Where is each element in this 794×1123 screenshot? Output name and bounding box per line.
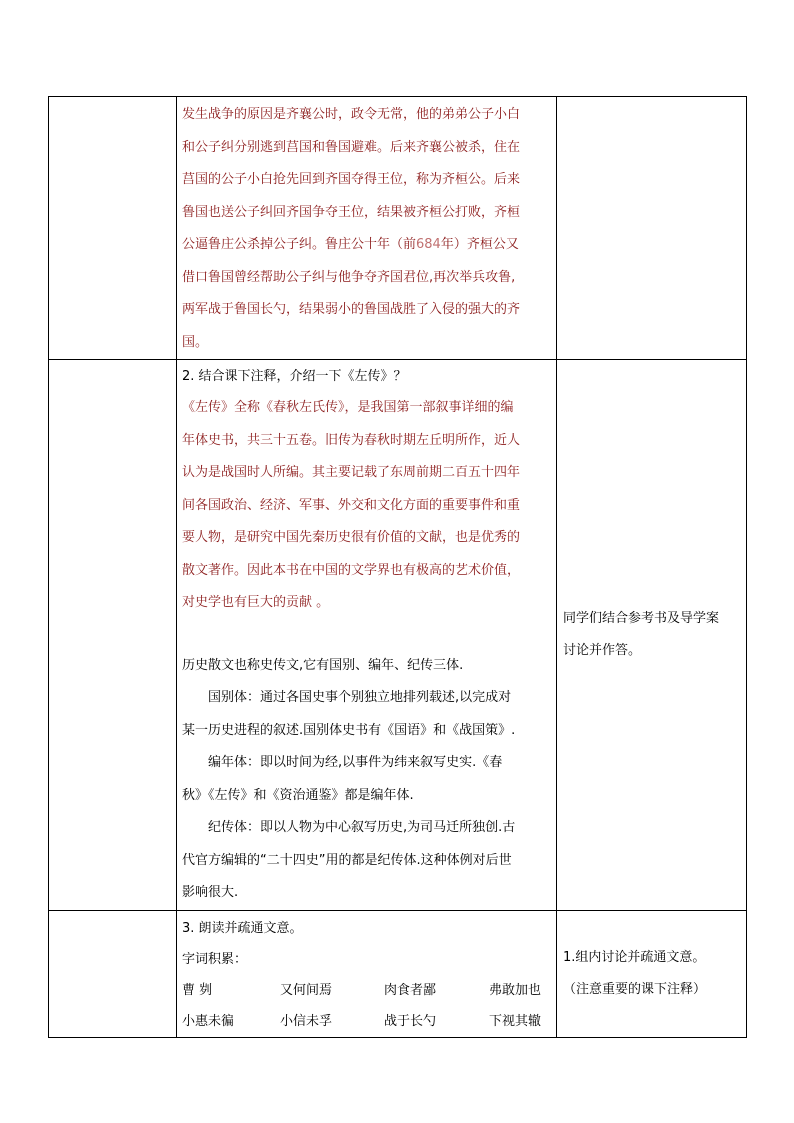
lesson-table	[48, 96, 747, 1038]
text-line: 要人物，是研究中国先秦历史很有价值的文献，也是优秀的	[182, 530, 521, 545]
vocab-item: 肉食者鄙	[384, 982, 437, 998]
text-line: 发生战争的原因是齐襄公时，政令无常，他的弟弟公子小白	[182, 107, 521, 122]
war-background-paragraph	[177, 97, 556, 359]
text-line	[182, 229, 550, 262]
vocab-item: 下视其辙	[489, 1013, 542, 1029]
content-cell	[177, 97, 557, 360]
table-row	[49, 360, 747, 911]
text-line: 认为是战国时人所编。其主要记载了东周前期二百五十四年	[182, 465, 521, 480]
biannian-line: 编年体：即以时间为经,以事件为纬来叙写史实.《春	[208, 755, 503, 770]
text-fragment: 年）齐桓公又	[440, 237, 519, 252]
text-line: 对史学也有巨大的贡献 。	[182, 595, 330, 610]
vocab-item: 小信未孚	[280, 1013, 333, 1029]
activity-text	[557, 603, 746, 667]
jizhuan-line: 影响很大.	[182, 885, 239, 900]
text-line: 和公子纠分别逃到莒国和鲁国避难。后来齐襄公被杀，住在	[182, 139, 521, 155]
vocab-item: 战于长勺	[384, 1013, 437, 1029]
empty-left-cell	[49, 97, 177, 360]
zuozhuan-intro	[182, 392, 550, 620]
guobie-line: 某一历史进程的叙述.国别体史书有《国语》和《战国策》.	[182, 722, 516, 738]
vocab-item: 又何间焉	[280, 982, 333, 998]
text-line: 《左传》全称《春秋左氏传》，是我国第一部叙事详细的编	[182, 400, 514, 415]
question-3: 3. 朗读并疏通文意。	[182, 920, 303, 936]
text-line: 国。	[182, 334, 209, 350]
vocab-label: 字词积累：	[182, 951, 248, 967]
vocab-grid	[182, 975, 550, 1037]
jizhuan-line: 纪传体：即以人物为中心叙写历史,为司马迁所独创.古	[208, 820, 516, 835]
vocab-item: 小惠未徧	[182, 1013, 235, 1029]
reading-section	[177, 911, 556, 1037]
table-row	[49, 97, 747, 360]
text-line: 讨论并作答。	[563, 642, 642, 658]
text-line: 莒国的公子小白抢先回到齐国夺得王位，称为齐桓公。后来	[182, 172, 521, 187]
text-line: 年体史书，共三十五卷。旧传为春秋时期左丘明所作，近人	[182, 432, 521, 448]
empty-left-cell	[49, 360, 177, 911]
text-line: 鲁国也送公子纠回齐国争夺王位，结果被齐桓公打败，齐桓	[182, 204, 521, 220]
empty-right-cell	[557, 97, 747, 360]
biannian-line: 秋》《左传》和《资治通鉴》都是编年体.	[182, 787, 414, 803]
text-fragment: 公逼鲁庄公杀掉公子纠。鲁庄公十年（前	[182, 237, 417, 252]
zuozhuan-section	[177, 360, 556, 910]
activity-cell	[557, 360, 747, 911]
text-line: 同学们结合参考书及导学案	[563, 610, 720, 626]
table-row	[49, 910, 747, 1037]
empty-left-cell	[49, 910, 177, 1037]
text-line: 借口鲁国曾经帮助公子纠与他争夺齐国君位,再次举兵攻鲁,	[182, 269, 516, 285]
spacer	[182, 620, 550, 650]
guobie-line: 国别体：通过各国史事个别独立地排列载述,以完成对	[208, 690, 512, 705]
question-2: 2. 结合课下注释，介绍一下《左传》？	[182, 369, 407, 384]
vocab-item: 弗敢加也	[489, 982, 542, 998]
content-cell	[177, 360, 557, 911]
history-intro: 历史散文也称史传文,它有国别、编年、纪传三体.	[182, 657, 464, 673]
text-line: 间各国政治、经济、军事、外交和文化方面的重要事件和重	[182, 497, 521, 513]
text-line: （注意重要的课下注释）	[563, 981, 707, 997]
vocab-item: 曹 刿	[182, 982, 213, 998]
text-line: 两军战于鲁国长勺，结果弱小的鲁国战胜了入侵的强大的齐	[182, 302, 521, 317]
activity-text	[557, 942, 746, 1006]
text-line: 散文著作。因此本书在中国的文学界也有极高的艺术价值，	[182, 562, 521, 578]
content-cell	[177, 910, 557, 1037]
year-number: 684	[416, 237, 441, 252]
activity-cell	[557, 910, 747, 1037]
jizhuan-line: 代官方编辑的“二十四史”用的都是纪传体.这种体例对后世	[182, 852, 512, 868]
text-line: 1.组内讨论并疏通文意。	[563, 949, 706, 965]
